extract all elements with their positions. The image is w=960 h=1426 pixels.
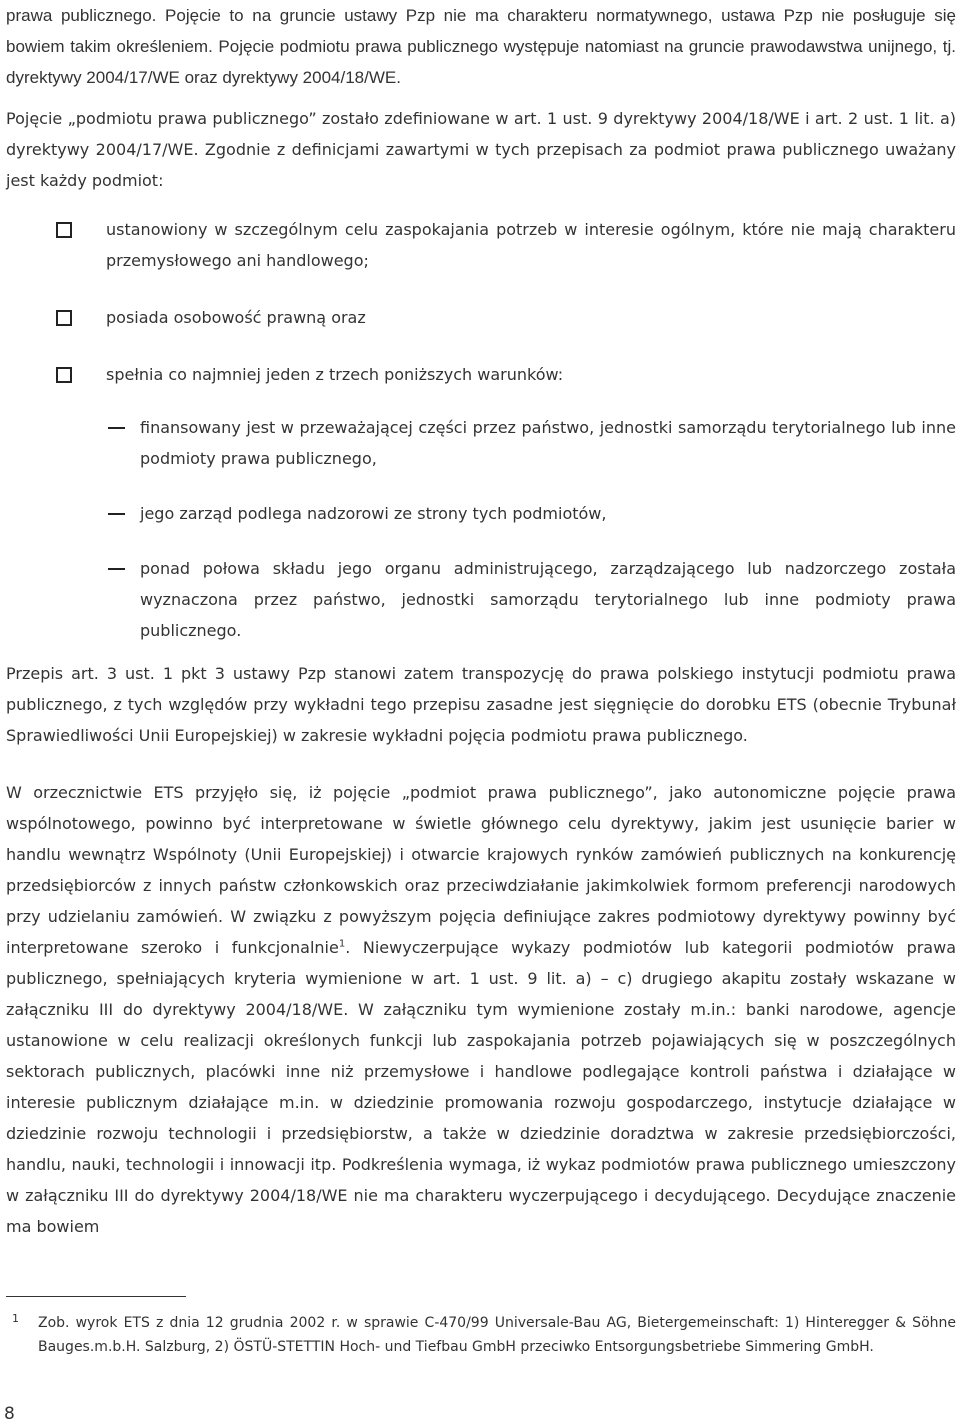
criteria-item-text: posiada osobowość prawną oraz [106,308,366,327]
condition-item-text: jego zarząd podlega nadzorowi ze strony tych podmiotów, [140,504,607,523]
footnote-separator [6,1296,186,1297]
criteria-item-text: spełnia co najmniej jeden z trzech poniższych warunków: [106,365,564,384]
footnote-reference[interactable]: 1 [338,938,346,950]
condition-item-text: ponad połowa składu jego organu administrującego, zarządzającego lub nadzorczego została wyznaczona przez państwo, jednostki samorządu terytorialnego lub inne podmioty prawa publicznego. [140,559,956,640]
checkbox-square-icon [56,310,72,326]
dash-bullet-icon [108,513,125,515]
criteria-list [6,214,956,390]
criteria-item [6,302,956,333]
page-number: 8 [4,1404,15,1424]
footnote-text: Zob. wyrok ETS z dnia 12 grudnia 2002 r. w sprawie C-470/99 Universale-Bau AG, Bietergemeinschaft: 1) Hinteregger & Söhne Bauges.m.b.H. Salzburg, 2) ÖSTÜ-STETTIN Hoch- und Tiefbau GmbH przeciwko Entsorgungsbetriebe Simmering GmbH. [38,1315,956,1355]
conditions-list [6,412,956,646]
dash-bullet-icon [108,568,125,570]
condition-item-text: finansowany jest w przeważającej części przez państwo, jednostki samorządu terytorialnego lub inne podmioty prawa publicznego, [140,418,956,468]
footnote [6,1311,956,1359]
criteria-item [6,214,956,276]
case-law-text-part1: W orzecznictwie ETS przyjęło się, iż pojęcie „podmiot prawa publicznego”, jako autonomiczne pojęcie prawa wspólnotowego, powinno być interpretowane w świetle głównego celu dyrektywy, jakim jest usunięcie barier w handlu wewnątrz Wspólnoty (Unii Europejskiej) i otwarcie krajowych rynków zamówień publicznych na konkurencję przedsiębiorców z innych państw członkowskich oraz przeciwdziałanie jakimkolwiek formom preferencji narodowych przy udzielaniu zamówień. W związku z powyższym pojęcia definiujące zakres podmiotowy dyrektywy powinny być interpretowane szeroko i funkcjonalnie [6,783,956,957]
paragraph-transposition: Przepis art. 3 ust. 1 pkt 3 ustawy Pzp stanowi zatem transpozycję do prawa polskiego instytucji podmiotu prawa publicznego, z tych względów przy wykładni tego przepisu zasadne jest sięgnięcie do dorobku ETS (obecnie Trybunał Sprawiedliwości Unii Europejskiej) w zakresie wykładni pojęcia podmiotu prawa publicznego. [6,664,956,745]
document-page [6,0,956,1242]
footnote-number: 1 [12,1312,19,1325]
condition-item [6,412,956,474]
condition-item [6,553,956,646]
checkbox-square-icon [56,222,72,238]
paragraph-definition: Pojęcie „podmiotu prawa publicznego” zostało zdefiniowane w art. 1 ust. 9 dyrektywy 2004/18/WE i art. 2 ust. 1 lit. a) dyrektywy 2004/17/WE. Zgodnie z definicjami zawartymi w tych przepisach za podmiot prawa publicznego uważany jest każdy podmiot: [6,109,956,190]
case-law-text-part2: . Niewyczerpujące wykazy podmiotów lub kategorii podmiotów prawa publicznego, spełniających kryteria wymienione w art. 1 ust. 9 lit. a) – c) drugiego akapitu zostały wskazane w załączniku III do dyrektywy 2004/18/WE. W załączniku tym wymienione zostały m.in.: banki narodowe, agencje ustanowione w celu realizacji określonych funkcji lub zaspokajania potrzeb pojawiających się w poszczególnych sektorach publicznych, placówki inne niż przemysłowe i handlowe podlegające kontroli państwa i działające w interesie publicznym działające m.in. w dziedzinie promowania rozwoju gospodarczego, instytucje działające w dziedzinie rozwoju technologii i przedsiębiorstw, a także w dziedzinie doradztwa w zakresie przedsiębiorczości, handlu, nauki, technologii i innowacji itp. Podkreślenia wymaga, iż wykaz podmiotów prawa publicznego umieszczony w załączniku III do dyrektywy 2004/18/WE nie ma charakteru wyczerpującego i decydującego. Decydujące znaczenie ma bowiem [6,938,956,1236]
dash-bullet-icon [108,427,125,429]
criteria-item-text: ustanowiony w szczególnym celu zaspokajania potrzeb w interesie ogólnym, które nie mają charakteru przemysłowego ani handlowego; [106,220,956,270]
condition-item [6,498,956,529]
criteria-item [6,359,956,390]
paragraph-intro: prawa publicznego. Pojęcie to na gruncie ustawy Pzp nie ma charakteru normatywnego, ustawa Pzp nie posługuje się bowiem takim określeniem. Pojęcie podmiotu prawa publicznego występuje natomiast na gruncie prawodawstwa unijnego, tj. dyrektywy 2004/17/WE oraz dyrektywy 2004/18/WE. [6,6,956,87]
checkbox-square-icon [56,367,72,383]
paragraph-case-law [6,777,956,1242]
